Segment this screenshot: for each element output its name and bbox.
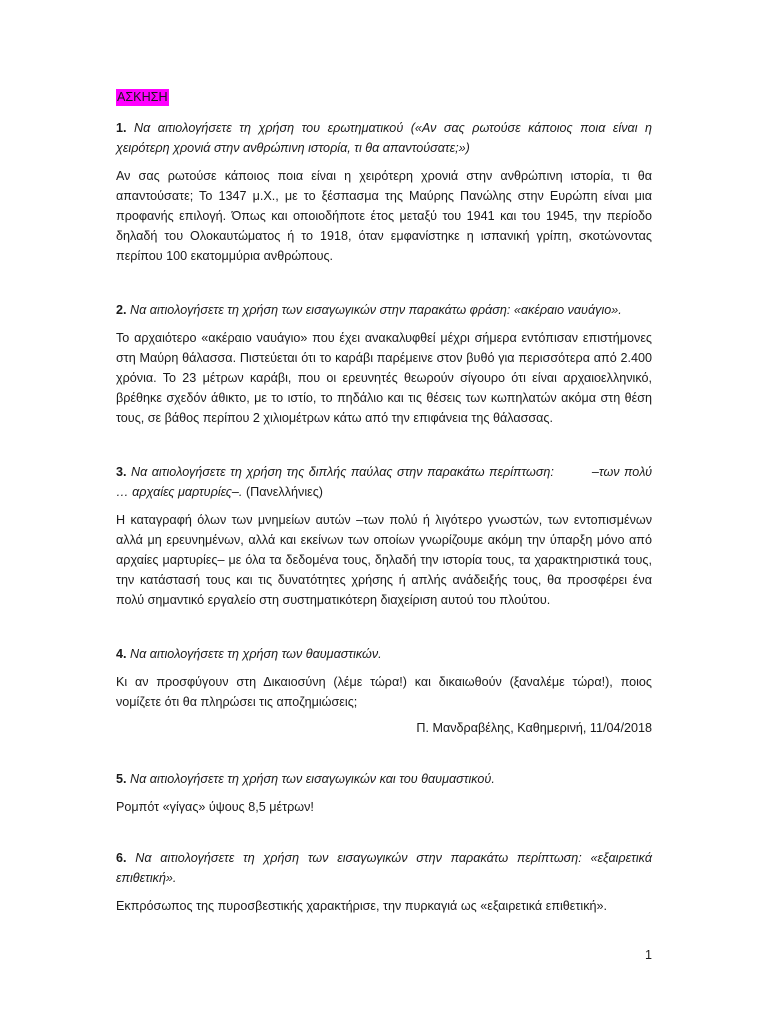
- answer-4: Κι αν προσφύγουν στη Δικαιοσύνη (λέμε τώρα!) και δικαιωθούν (ξαναλέμε τώρα!), ποιος νομίζετε ότι θα πληρώσει τις αποζημιώσεις;: [116, 675, 652, 709]
- spacer: [116, 266, 652, 300]
- question-4-text: Να αιτιολογήσετε τη χρήση των θαυμαστικών.: [130, 647, 382, 661]
- question-3-quote: –των πολύ … αρχαίες μαρτυρίες–.: [116, 465, 653, 499]
- answer-5: Ρομπότ «γίγας» ύψους 8,5 μέτρων!: [116, 800, 314, 814]
- question-6-number: 6.: [116, 851, 127, 865]
- question-4: [116, 644, 652, 664]
- question-3-text: Να αιτιολογήσετε τη χρήση της διπλής παύλας στην παρακάτω περίπτωση:: [131, 465, 554, 479]
- question-5-number: 5.: [116, 772, 127, 786]
- spacer: [116, 817, 652, 848]
- exercise-heading: ΑΣΚΗΣΗ: [117, 90, 168, 104]
- question-6: [116, 848, 652, 888]
- page-number: 1: [644, 948, 652, 962]
- document-body: [116, 87, 652, 916]
- question-5-text: Να αιτιολογήσετε τη χρήση των εισαγωγικών και του θαυμαστικού.: [130, 772, 495, 786]
- question-6-text: Να αιτιολογήσετε τη χρήση των εισαγωγικών στην παρακάτω περίπτωση: «εξαιρετικά επιθετική».: [116, 851, 652, 885]
- question-5: [116, 769, 652, 789]
- question-2-number: 2.: [116, 303, 127, 317]
- spacer: [116, 428, 652, 462]
- question-3-source: (Πανελλήνιες): [245, 485, 323, 499]
- question-1-text: Να αιτιολογήσετε τη χρήση του ερωτηματικού («Αν σας ρωτούσε κάποιος ποια είναι η χειρότερη χρονιά στην ανθρώπινη ιστορία, τι θα απαντούσατε;»): [116, 121, 653, 155]
- question-1: [116, 118, 652, 158]
- answer-2: Το αρχαιότερο «ακέραιο ναυάγιο» που έχει ανακαλυφθεί μέχρι σήμερα εντόπισαν επιστήμονες στη Μαύρη θάλασσα. Πιστεύεται ότι το καράβι παρέμεινε στον βυθό για περισσότερα από 2.400 χρόνια. Το 23 μέτρων καράβι, που οι ερευνητές θεωρούν σίγουρο ότι είναι αρχαιοελληνικό, βρέθηκε σχεδόν άθικτο, με το ιστίο, το πηδάλιο και τις θέσεις των κωπηλατών ακόμα στη θέση τους, σε βάθος περίπου 2 χιλιομέτρων κάτω από την επιφάνεια της θάλασσας.: [116, 331, 652, 425]
- answer-1: Αν σας ρωτούσε κάποιος ποια είναι η χειρότερη χρονιά στην ανθρώπινη ιστορία, τι θα απαντούσατε; Το 1347 μ.Χ., με το ξέσπασμα της Μαύρης Πανώλης στην Ευρώπη είναι μια προφανής επιλογή. Όπως και οποιοδήποτε έτος μεταξύ του 1941 και του 1945, την περίοδο δηλαδή του Ολοκαυτώματος ή το 1918, όταν εμφανίστηκε η ισπανική γρίπη, σκοτώνοντας περίπου 100 εκατομμύρια ανθρώπους.: [116, 169, 652, 263]
- answer-3: Η καταγραφή όλων των μνημείων αυτών –των πολύ ή λιγότερο γνωστών, των εντοπισμένων αλλά μη ερευνημένων, αλλά και εκείνων των οποίων γνωρίζουμε ακόμη την ύπαρξη μόνο από αρχαίες μαρτυρίες– με όλα τα δεδομένα τους, δηλαδή την ιστορία τους, τα χαρακτηριστικά τους, την κατάστασή τους και τις δυνατότητες χρήσης ή απλής ανάδειξής τους, θα προσφέρει ένα πολύ σημαντικό εργαλείο στη συστηματικότερη διαχείριση αυτού του πλούτου.: [116, 513, 652, 607]
- question-3: [116, 462, 652, 502]
- question-2-text: Να αιτιολογήσετε τη χρήση των εισαγωγικών στην παρακάτω φράση: «ακέραιο ναυάγιο».: [130, 303, 622, 317]
- spacer: [116, 738, 652, 769]
- answer-6: Εκπρόσωπος της πυροσβεστικής χαρακτήρισε, την πυρκαγιά ως «εξαιρετικά επιθετική».: [116, 899, 608, 913]
- question-3-number: 3.: [116, 465, 127, 479]
- answer-4-source: Π. Μανδραβέλης, Καθημερινή, 11/04/2018: [416, 721, 652, 735]
- spacer: [116, 610, 652, 644]
- question-2: [116, 300, 652, 320]
- question-4-number: 4.: [116, 647, 127, 661]
- question-1-number: 1.: [116, 121, 127, 135]
